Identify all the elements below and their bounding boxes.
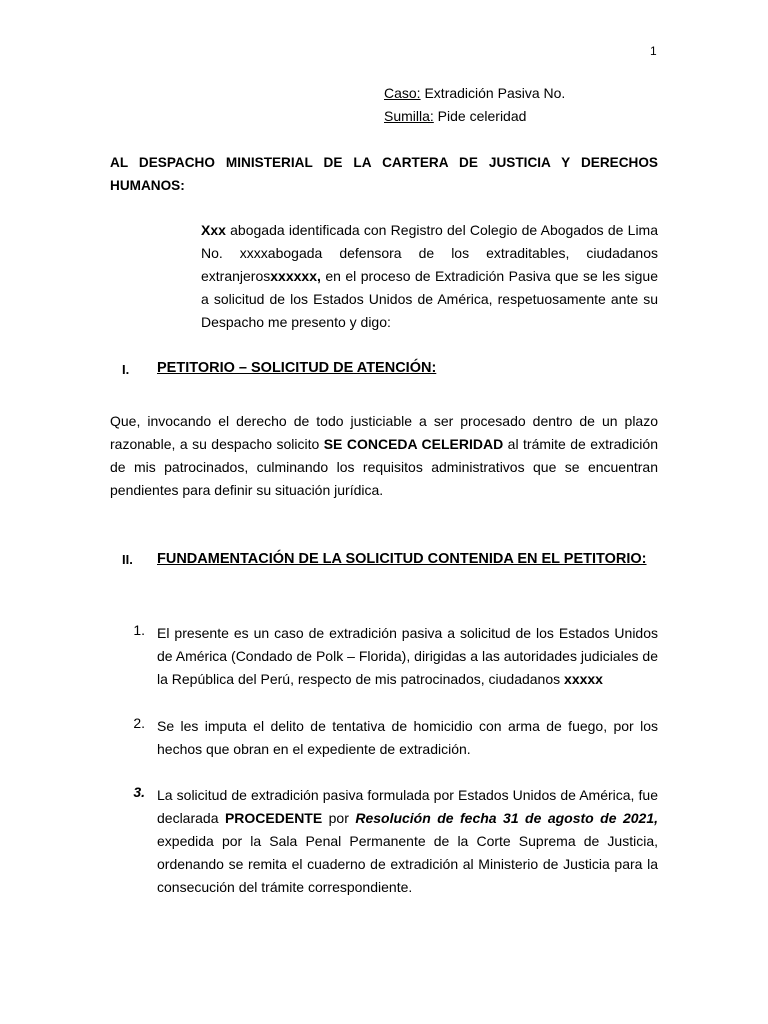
- petition-text: Que, invocando el derecho de todo justiciable a ser procesado dentro de un plazo razonable, a su despacho solicito: [110, 413, 658, 452]
- summary-value: Pide celeridad: [433, 108, 527, 124]
- case-label: Caso:: [384, 85, 421, 101]
- lawyer-name: Xxx: [201, 222, 226, 238]
- case-value: Extradición Pasiva No.: [420, 85, 566, 101]
- list-item: [157, 784, 658, 899]
- clients-name: xxxxxx,: [270, 268, 321, 284]
- list-item-number: 2.: [133, 715, 145, 731]
- list-item-bold: xxxxx: [564, 671, 603, 687]
- list-item-text: El presente es un caso de extradición pasiva a solicitud de los Estados Unidos de América (Condado de Polk – Florida), dirigidas a las autoridades judiciales de la República del Perú, respecto de mis patrocinados, ciudadanos: [157, 625, 658, 687]
- list-item-number: 1.: [133, 622, 145, 638]
- intro-paragraph: [201, 219, 658, 334]
- intro-text: abogada identificada con Registro del Colegio de Abogados de Lima No. xxxxabogada defensora de los extraditables, ciudadanos extranjeros: [201, 222, 658, 284]
- summary-line: [384, 108, 526, 124]
- case-line: [384, 85, 565, 101]
- section-2-title-text: FUNDAMENTACIÓN DE LA SOLICITUD CONTENIDA EN EL PETITORIO:: [157, 551, 647, 567]
- addressee: AL DESPACHO MINISTERIAL DE LA CARTERA DE JUSTICIA Y DERECHOS HUMANOS:: [110, 155, 658, 193]
- resolution-date: Resolución de fecha 31 de agosto de 2021,: [355, 810, 659, 826]
- summary-label: Sumilla:: [384, 108, 434, 124]
- intro-text-end: en el proceso de Extradición Pasiva que se les sigue a solicitud de los Estados Unidos de América, respetuosamente ante su Despacho me presento y digo:: [201, 268, 658, 330]
- list-item-text: por: [322, 810, 356, 826]
- petition-paragraph: [110, 410, 658, 502]
- list-item-text: La solicitud de extradición pasiva formulada por Estados Unidos de América, fue declarada: [157, 787, 658, 826]
- page-number: 1: [650, 44, 657, 58]
- resolution-status: PROCEDENTE: [224, 810, 323, 826]
- section-1-number: I.: [122, 362, 130, 377]
- petition-text-end: al trámite de extradición de mis patrocinados, culminando los requisitos administrativos que se encuentran pendientes para definir su situación jurídica.: [110, 436, 658, 498]
- section-1-title: PETITORIO – SOLICITUD DE ATENCIÓN:: [157, 360, 437, 376]
- list-item-text: expedida por la Sala Penal Permanente de la Corte Suprema de Justicia, ordenando se remita el cuaderno de extradición al Ministerio de Justicia para la consecución del trámite correspondiente.: [157, 833, 658, 895]
- section-2-title: [157, 547, 658, 572]
- list-item-number: 3.: [133, 784, 145, 800]
- section-2-number: II.: [122, 552, 133, 567]
- list-item: [157, 622, 658, 691]
- list-item: Se les imputa el delito de tentativa de homicidio con arma de fuego, por los hechos que obran en el expediente de extradición.: [157, 718, 658, 757]
- petition-bold: SE CONCEDA CELERIDAD: [323, 436, 504, 452]
